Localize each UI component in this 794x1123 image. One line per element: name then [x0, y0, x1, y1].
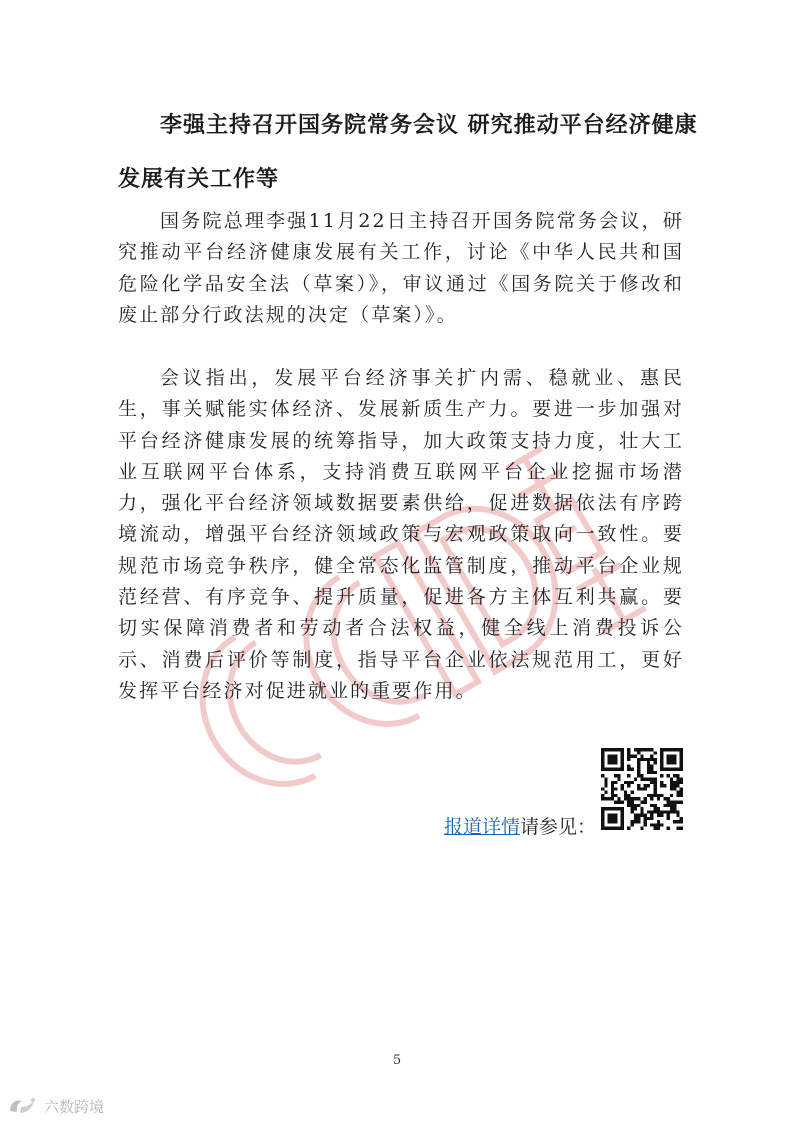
reference-suffix: 请参见：	[520, 816, 597, 838]
qr-code-icon[interactable]	[601, 748, 683, 830]
body-paragraph-1: 国务院总理李强11月22日主持召开国务院常务会议，研究推动平台经济健康发展有关工作，讨论《中华人民共和国危险化学品安全法（草案）》，审议通过《国务院关于修改和废止部分行政法规的决定（草案）》。	[118, 210, 684, 326]
article-title-line-1: 李强主持召开国务院常务会议 研究推动平台经济健康	[160, 113, 698, 138]
page-number: 5	[392, 1053, 402, 1068]
brand-logo-icon	[6, 1095, 40, 1117]
corner-watermark	[6, 1094, 104, 1118]
body-paragraph-2: 会议指出，发展平台经济事关扩内需、稳就业、惠民生，事关赋能实体经济、发展新质生产力。要进一步加强对平台经济健康发展的统筹指导，加大政策支持力度，壮大工业互联网平台体系，支持消费互联网平台企业挖掘市场潜力，强化平台经济领域数据要素供给，促进数据依法有序跨境流动，增强平台经济领域政策与宏观政策取向一致性。要规范市场竞争秩序，健全常态化监管制度，推动平台企业规范经营、有序竞争、提升质量，促进各方主体互利共赢。要切实保障消费者和劳动者合法权益，健全线上消费投诉公示、消费后评价等制度，指导平台企业依法规范用工，更好发挥平台经济对促进就业的重要作用。	[118, 367, 684, 702]
report-details-link[interactable]: 报道详情	[444, 816, 521, 838]
reference-line	[444, 812, 596, 839]
article-title-line-2: 发展有关工作等	[118, 167, 280, 192]
corner-watermark-text: 六数跨境	[44, 1097, 105, 1116]
